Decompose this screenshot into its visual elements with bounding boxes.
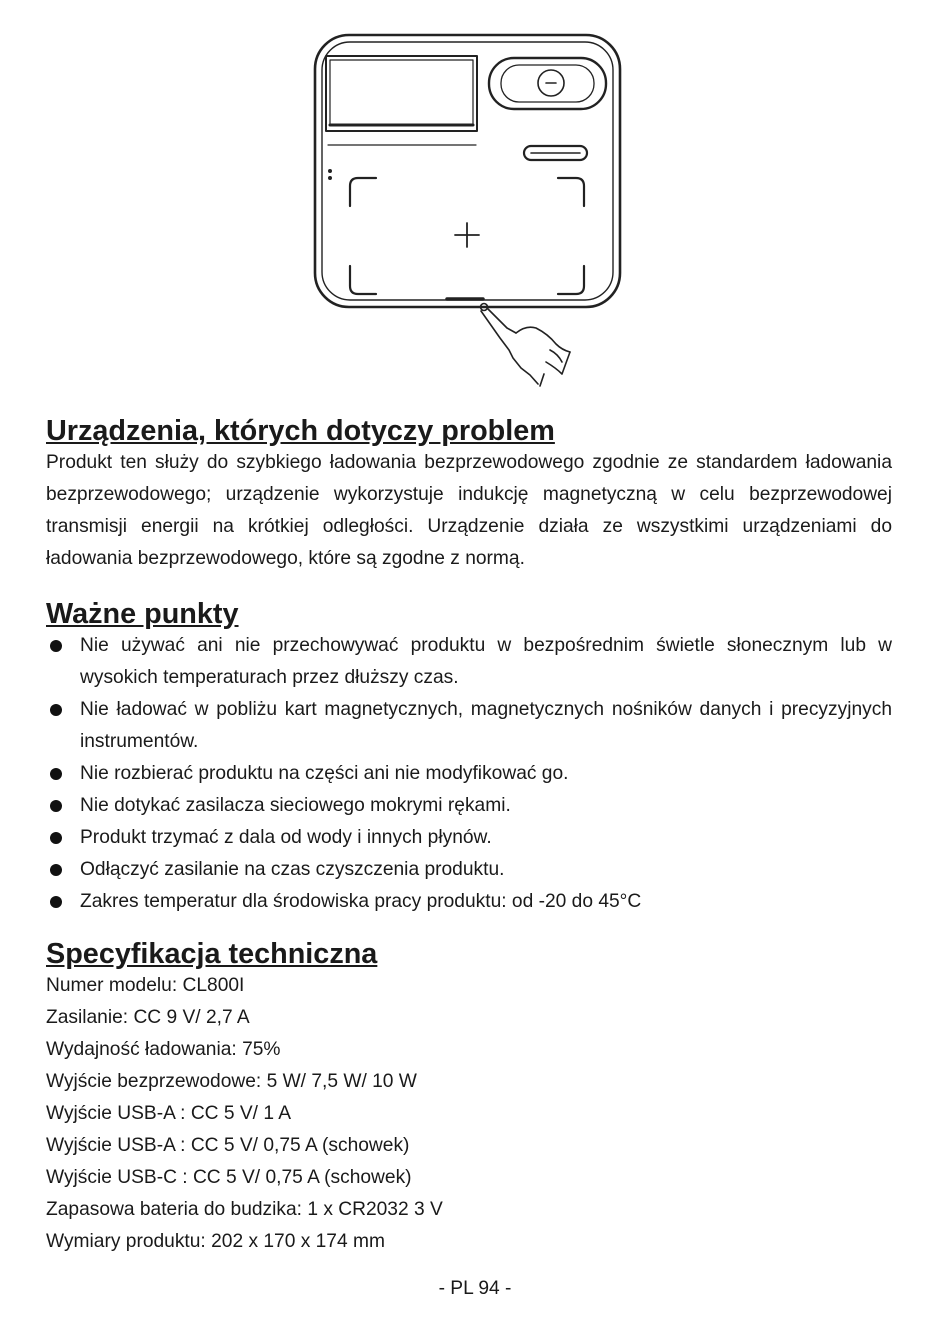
list-item: Nie dotykać zasilacza sieciowego mokrymi rękami. <box>46 790 892 822</box>
spec-line: Wyjście USB-C : CC 5 V/ 0,75 A (schowek) <box>46 1167 412 1188</box>
plus-icon <box>455 223 479 247</box>
section-title-affected-devices: Urządzenia, których dotyczy problem <box>46 415 555 447</box>
document-body <box>46 415 892 1258</box>
spec-line: Zasilanie: CC 9 V/ 2,7 A <box>46 1007 250 1028</box>
list-item: Nie rozbierać produktu na części ani nie modyfikować go. <box>46 758 892 790</box>
section-title-technical-specs: Specyfikacja techniczna <box>46 938 378 970</box>
page-number: - PL 94 - <box>438 1278 512 1299</box>
list-item: Zakres temperatur dla środowiska pracy produktu: od -20 do 45°C <box>46 886 892 918</box>
hand-icon <box>481 304 571 387</box>
spec-line: Wyjście bezprzewodowe: 5 W/ 7,5 W/ 10 W <box>46 1071 417 1092</box>
important-points-list <box>46 630 892 918</box>
spec-line: Zapasowa bateria do budzika: 1 x CR2032 3 V <box>46 1199 443 1220</box>
list-item: Odłączyć zasilanie na czas czyszczenia produktu. <box>46 854 892 886</box>
spec-line: Wydajność ładowania: 75% <box>46 1039 281 1060</box>
spec-line: Wymiary produktu: 202 x 170 x 174 mm <box>46 1231 385 1252</box>
spec-line: Numer modelu: CL800I <box>46 975 245 996</box>
spec-list <box>46 970 892 1258</box>
list-item: Produkt trzymać z dala od wody i innych płynów. <box>46 822 892 854</box>
display-window <box>326 56 477 145</box>
wireless-charger-illustration <box>300 28 640 393</box>
section-body-affected-devices: Produkt ten służy do szybkiego ładowania bezprzewodowego zgodnie ze standardem ładowania bezprzewodowego; urządzenie wykorzystuje indukcję magnetyczną w celu bezprzewodowej transmisji energii na krótkiej odległości. Urządzenie działa ze wszystkimi urządzeniami do ładowania bezprzewodowego, które są zgodne z normą. <box>46 452 892 569</box>
spec-line: Wyjście USB-A : CC 5 V/ 0,75 A (schowek) <box>46 1135 410 1156</box>
list-item: Nie używać ani nie przechowywać produktu w bezpośrednim świetle słonecznym lub w wysokich temperaturach przez dłuższy czas. <box>46 630 892 694</box>
list-item: Nie ładować w pobliżu kart magnetycznych, magnetycznych nośników danych i precyzyjnych instrumentów. <box>46 694 892 758</box>
spec-line: Wyjście USB-A : CC 5 V/ 1 A <box>46 1103 292 1124</box>
control-knob <box>489 58 606 109</box>
section-title-important-points: Ważne punkty <box>46 598 239 630</box>
